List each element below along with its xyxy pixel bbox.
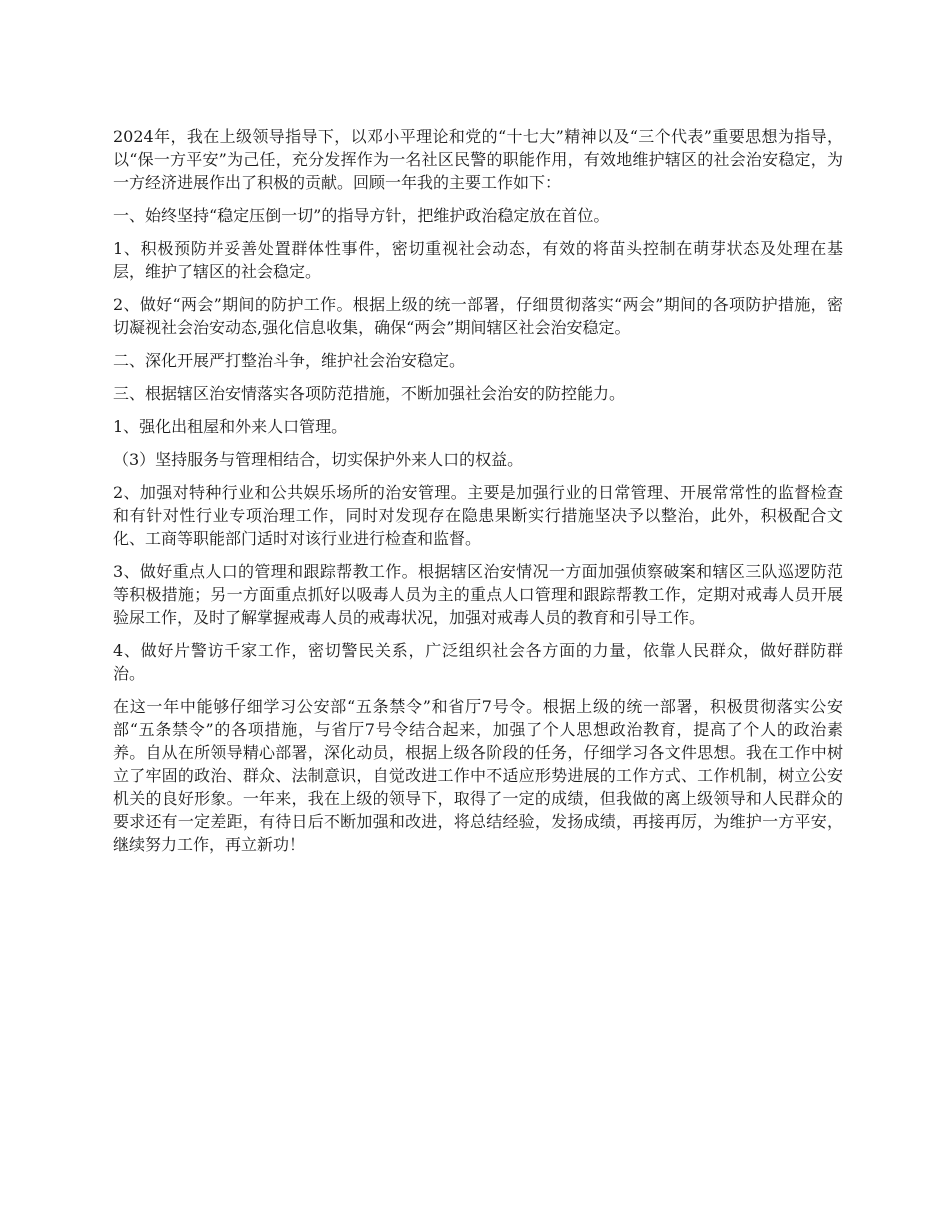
paragraph-item-3-1-3: （3）坚持服务与管理相结合，切实保护外来人口的权益。: [113, 450, 524, 469]
heading-section-2: 二、深化开展严打整治斗争，维护社会治安稳定。: [113, 351, 466, 370]
paragraph-item-1-1: 1、积极预防并妥善处置群体性事件，密切重视社会动态，有效的将苗头控制在萌芽状态及处理在基层，维护了辖区的社会稳定。: [113, 239, 843, 281]
paragraph-item-3-4: 4、做好片警访千家工作，密切警民关系，广泛组织社会各方面的力量，依靠人民群众，做好群防群治。: [113, 641, 843, 683]
paragraph-intro: 2024年，我在上级领导指导下，以邓小平理论和党的“十七大”精神以及“三个代表”重要思想为指导，以“保一方平安”为己任，充分发挥作为一名社区民警的职能作用，有效地维护辖区的社会治安稳定，为一方经济进展作出了积极的贡献。回顾一年我的主要工作如下：: [113, 127, 843, 192]
document-body: [113, 125, 843, 856]
paragraph-conclusion: 在这一年中能够仔细学习公安部“五条禁令”和省厅7号令。根据上级的统一部署，积极贯彻落实公安部“五条禁令”的各项措施，与省厅7号令结合起来，加强了个人思想政治教育，提高了个人的政治素养。自从在所领导精心部署，深化动员，根据上级各阶段的任务，仔细学习各文件思想。我在工作中树立了牢固的政治、群众、法制意识，自觉改进工作中不适应形势进展的工作方式、工作机制，树立公安机关的良好形象。一年来，我在上级的领导下，取得了一定的成绩，但我做的离上级领导和人民群众的要求还有一定差距，有待日后不断加强和改进，将总结经验，发扬成绩，再接再厉，为维护一方平安，继续努力工作，再立新功！: [113, 697, 843, 854]
heading-section-3: 三、根据辖区治安情落实各项防范措施，不断加强社会治安的防控能力。: [113, 384, 626, 403]
paragraph-item-3-3: 3、做好重点人口的管理和跟踪帮教工作。根据辖区治安情况一方面加强侦察破案和辖区三队巡逻防范等积极措施；另一方面重点抓好以吸毒人员为主的重点人口管理和跟踪帮教工作，定期对戒毒人员开展验尿工作，及时了解掌握戒毒人员的戒毒状况，加强对戒毒人员的教育和引导工作。: [113, 562, 843, 627]
paragraph-item-3-2: 2、加强对特种行业和公共娱乐场所的治安管理。主要是加强行业的日常管理、开展常常性的监督检查和有针对性行业专项治理工作，同时对发现存在隐患果断实行措施坚决予以整治，此外，积极配合文化、工商等职能部门适时对该行业进行检查和监督。: [113, 483, 843, 548]
heading-section-1: 一、始终坚持“稳定压倒一切”的指导方针，把维护政治稳定放在首位。: [113, 206, 610, 225]
paragraph-item-1-2: 2、做好“两会”期间的防护工作。根据上级的统一部署，仔细贯彻落实“两会”期间的各项防护措施，密切凝视社会治安动态,强化信息收集，确保“两会”期间辖区社会治安稳定。: [113, 295, 843, 337]
paragraph-item-3-1: 1、强化出租屋和外来人口管理。: [113, 417, 348, 436]
